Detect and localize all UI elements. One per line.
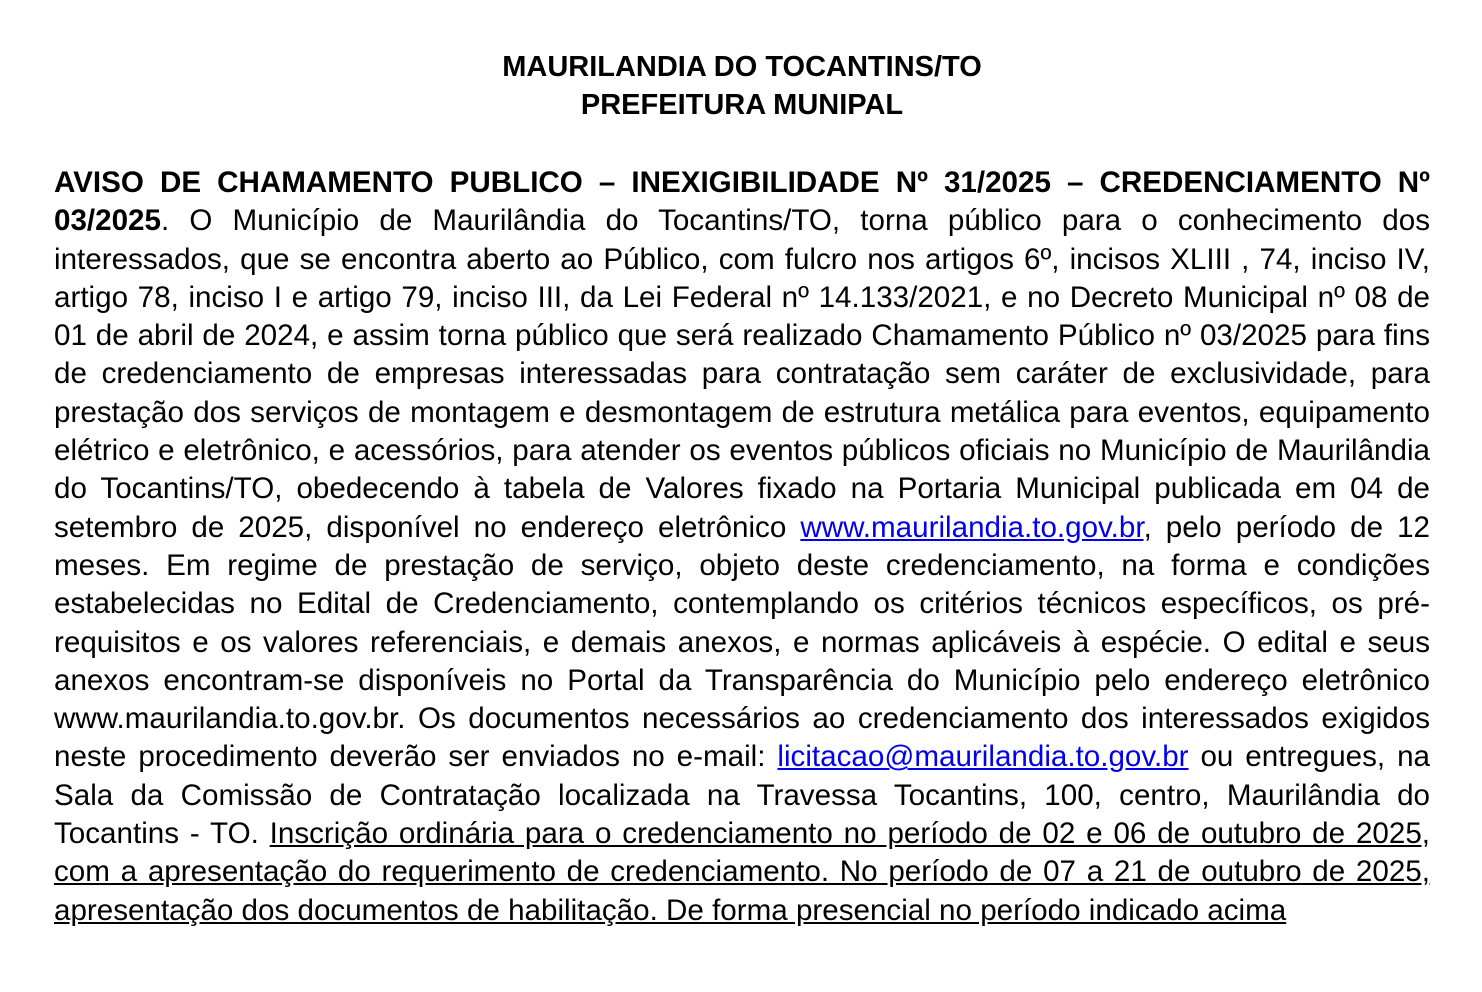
registration-period-text: Inscrição ordinária para o credenciamento no período de 02 e 06 de outubro de 2025, com a apresentação do requerimento de credenciamento. No período de 07 a 21 de outubro de 2025, apresentação dos documentos de habilitação. De forma presencial no período indicado acima <box>54 817 1430 927</box>
website-link[interactable]: www.maurilandia.to.gov.br <box>800 510 1144 544</box>
email-link[interactable]: licitacao@maurilandia.to.gov.br <box>777 740 1189 774</box>
prefecture-title: PREFEITURA MUNIPAL <box>580 89 904 121</box>
notice-paragraph <box>54 164 1430 930</box>
notice-text-part2: , pelo período de 12 meses. Em regime de prestação de serviço, objeto deste credenciamento, na forma e condições estabelecidas no Edital de Credenciamento, contemplando os critérios técnicos específicos, os pré-requisitos e os valores referenciais, e demais anexos, e normas aplicáveis à espécie. O edital e seus anexos encontram-se disponíveis no Portal da Transparência do Município pelo endereço eletrônico www.maurilandia.to.gov.br. Os documentos necessários ao credenciamento dos interessados exigidos neste procedimento deverão ser enviados no e-mail: <box>54 510 1430 774</box>
notice-title: AVISO DE CHAMAMENTO PUBLICO – INEXIGIBILIDADE Nº 31/2025 – CREDENCIAMENTO Nº 03/2025 <box>54 166 1430 238</box>
municipality-title: MAURILANDIA DO TOCANTINS/TO <box>502 51 982 83</box>
document-header <box>54 48 1430 124</box>
notice-text-part1: . O Município de Maurilândia do Tocantins/TO, torna público para o conhecimento dos interessados, que se encontra aberto ao Público, com fulcro nos artigos 6º, incisos XLIII , 74, inciso IV, artigo 78, inciso I e artigo 79, inciso III, da Lei Federal nº 14.133/2021, e no Decreto Municipal nº 08 de 01 de abril de 2024, e assim torna público que será realizado Chamamento Público nº 03/2025 para fins de credenciamento de empresas interessadas para contratação sem caráter de exclusividade, para prestação dos serviços de montagem e desmontagem de estrutura metálica para eventos, equipamento elétrico e eletrônico, e acessórios, para atender os eventos públicos oficiais no Município de Maurilândia do Tocantins/TO, obedecendo à tabela de Valores fixado na Portaria Municipal publicada em 04 de setembro de 2025, disponível no endereço eletrônico <box>54 204 1430 544</box>
document-page <box>54 48 1430 930</box>
notice-text-part3: ou entregues, na Sala da Comissão de Contratação localizada na Travessa Tocantins, 100, centro, Maurilândia do Tocantins - TO. <box>54 740 1430 851</box>
